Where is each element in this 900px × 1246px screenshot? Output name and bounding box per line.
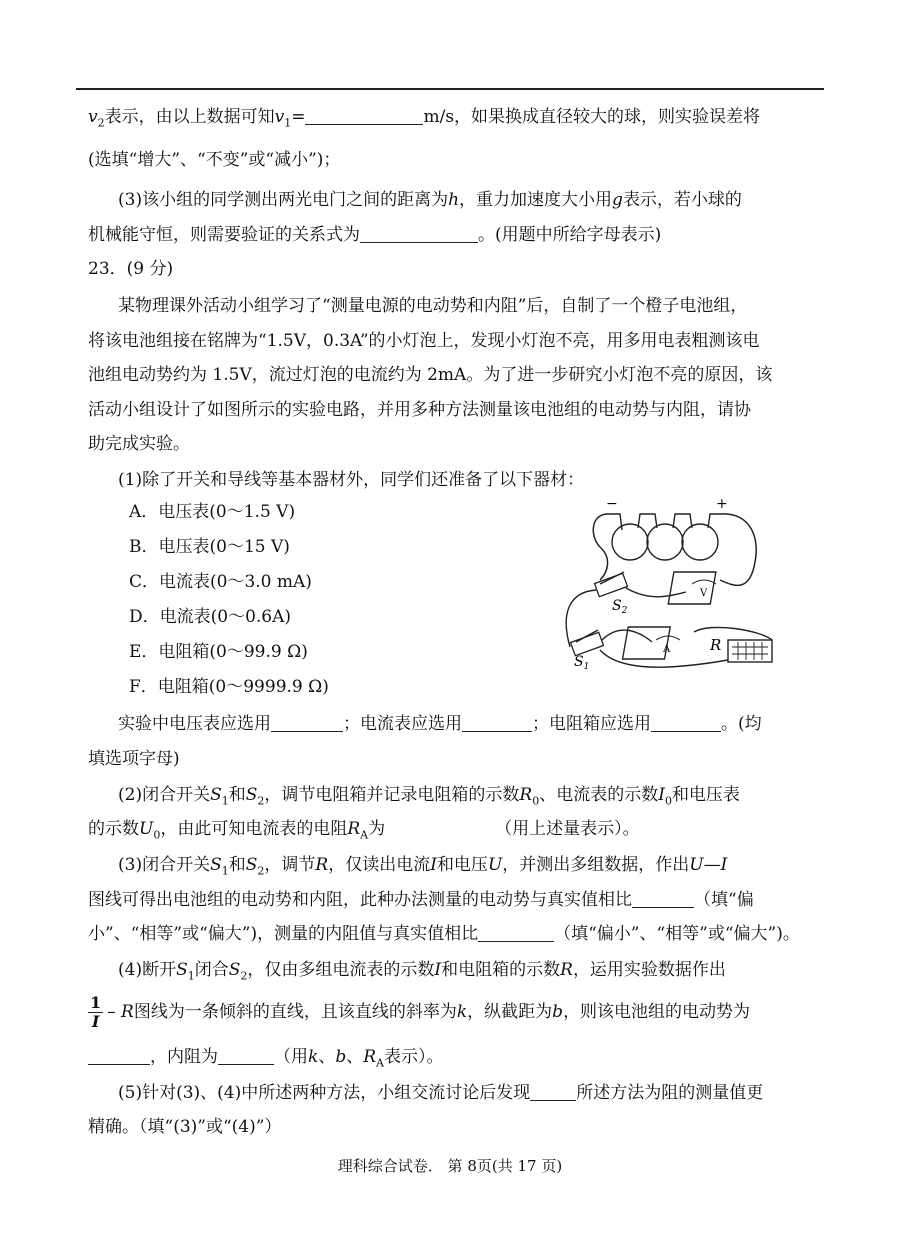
text: 。(均 [721,714,762,734]
answer-blank[interactable] [632,887,694,908]
sub-1: 1 [284,116,292,130]
text: ；电阻箱应选用 [532,714,651,734]
sub: 2 [257,794,265,808]
text: 表示）。 [383,1047,444,1067]
var-s: S [210,855,222,875]
text: (1)除了开关和导线等基本器材外，同学们还准备了以下器材： [118,470,585,490]
var-b: b [335,1047,347,1067]
text: 为 [368,819,386,839]
question-heading [88,252,828,286]
voltmeter-symbol: V [700,588,708,599]
answer-blank[interactable] [651,711,721,732]
text: 小”、“相等”或“偏大”)，测量的内阻值与真实值相比 [88,924,479,944]
text: 活动小组设计了如图所示的实验电路，并用多种方法测量该电池组的电动势与内阻，请协 [88,400,751,420]
option-e: E．电阻箱(0～99.9 Ω) [129,642,308,662]
text: 的示数 [88,819,139,839]
text: 所述方法为阻的测量值更 [576,1083,764,1103]
cell-electrodes [608,514,720,530]
var-r: R [519,785,533,805]
sep: 、 [318,1047,336,1067]
var-s: S [210,785,222,805]
text: m/s，如果换成直径较大的球，则实验误差将 [423,107,761,127]
var-v1: v [274,107,285,127]
answer-blank[interactable] [360,222,478,243]
text: 将该电池组接在铭牌为“1.5V，0.3A”的小灯泡上，发现小灯泡不亮，用多用电表粗测该电 [88,331,760,351]
answer-blank[interactable] [462,711,532,732]
text: ，调节 [264,855,316,875]
option-f: F．电阻箱(0～9999.9 Ω) [129,677,329,697]
text: 和电阻箱的示数 [441,960,561,980]
text: ，内阻为 [150,1047,218,1067]
text-line [88,143,828,177]
text: (3)该小组的同学测出两光电门之间的距离为 [118,190,449,210]
var-s: S [245,855,258,875]
heading-text: 23．(9 分) [88,259,174,279]
text-line [88,883,828,917]
var-u: U [487,855,503,875]
var-r: R [363,1047,377,1067]
answer-blank[interactable] [478,921,554,942]
wire [593,514,608,580]
text-line [88,917,828,951]
text: (5)针对(3)、(4)中所述两种方法，小组交流讨论后发现 [118,1083,531,1103]
text: 表示，若小球的 [622,190,742,210]
sub: 1 [187,969,195,983]
text-line [118,707,828,741]
text-line: $v_2$表示，由以上数据可知$v_1= m/s$，如果换成直径较大的球，则实验误差将 [88,100,828,134]
orange-cell [612,524,648,560]
option-b: B．电压表(0～15 V) [129,537,290,557]
orange-cell [647,524,683,560]
var-s: S [228,960,241,980]
text: ，调节电阻箱并记录电阻箱的示数 [264,785,520,805]
var-i: I [430,855,437,875]
answer-blank[interactable] [530,1080,576,1101]
minus-r: – R [107,1002,134,1022]
text: 图线为一条倾斜的直线，且该直线的斜率为 [133,1002,457,1022]
var-s: S [245,785,258,805]
ui-graph-symbol: U—I [689,855,728,875]
var-r: R [315,855,329,875]
text-line [88,358,828,392]
circuit-diagram [560,492,785,677]
text-line [88,218,828,252]
switch-s2 [595,573,628,596]
text: 。(用题中所给字母表示) [478,225,662,245]
var-b: b [552,1002,564,1022]
text-line [88,427,828,461]
text: 和 [228,785,246,805]
answer-blank[interactable] [218,1044,274,1065]
var-k: k [308,1047,319,1067]
wire [720,514,756,585]
text: 表示，由以上数据可知 [104,107,275,127]
var-k: k [456,1002,468,1022]
ammeter-symbol: A [663,644,671,655]
text: (2)闭合开关 [118,785,211,805]
text: ，仅由多组电流表的示数 [247,960,435,980]
text: 图线可得出电池组的电动势和内阻，此种办法测量的电动势与真实值相比 [88,890,632,910]
var-r: R [347,819,361,839]
page-footer: 理科综合试卷． 第 8页(共 17 页) [337,1157,563,1175]
sep: 、 [346,1047,364,1067]
text: 和 [228,855,246,875]
var-u: U [139,819,154,839]
switch-s1-lever [576,630,598,642]
sub: 1 [221,794,229,808]
top-rule [76,88,824,90]
text: （用上述量表示）。 [495,819,640,839]
plus-terminal-label: + [716,496,728,512]
r-label: R [710,636,722,654]
text: ，仅读出电流 [328,855,431,875]
text-line [88,1040,828,1074]
answer-blank[interactable] [88,1044,150,1065]
option-a: A．电压表(0～1.5 V) [129,502,296,522]
text: 填选项字母) [88,749,180,769]
var-r: R [560,960,573,980]
option-c: C．电流表(0～3.0 mA) [129,572,312,592]
text-line [118,289,828,323]
var-s: S [176,960,188,980]
voltmeter [668,572,716,604]
text: (4)断开 [118,960,177,980]
text: ；电流表应选用 [343,714,462,734]
sub: 1 [221,864,229,878]
sub: 0 [153,828,161,842]
text: 某物理课外活动小组学习了“测量电源的电动势和内阻”后，自制了一个橙子电池组， [118,296,748,316]
sub: 2 [257,864,265,878]
text-line [88,990,828,1034]
text: 助完成实验。 [88,434,190,454]
var-g: g [612,190,623,210]
s1-label: $S_1$ [574,654,590,672]
var-h: h [448,190,460,210]
text: 池组电动势约为 1.5V，流过灯泡的电流约为 2mA。为了进一步研究小灯泡不亮的原因，该 [88,365,773,385]
text-line [88,812,828,846]
var-i: I [658,785,665,805]
text-line [88,742,828,776]
option-d: D．电流表(0～0.6A) [129,607,292,627]
text: 、电流表的示数 [539,785,659,805]
text: 和电压 [436,855,488,875]
orange-cell [682,524,718,560]
switch-s2-lever [600,572,624,584]
text: 实验中电压表应选用 [118,714,271,734]
sub: 2 [240,969,248,983]
text: ，纵截距为 [467,1002,553,1022]
text-line [118,848,828,882]
text: (3)闭合开关 [118,855,211,875]
fraction-1-over-i [88,994,103,1031]
sub: A [376,1056,384,1070]
text: 和电压表 [671,785,740,805]
text: （用 [274,1047,308,1067]
var-v2: v [88,107,98,127]
text-line [88,1110,828,1144]
text: ，由此可知电流表的电阻 [160,819,348,839]
text: ，并测出多组数据，作出 [502,855,690,875]
answer-blank[interactable] [305,104,423,125]
text: (选填“增大”、“不变”或“减小”)； [88,150,341,170]
text-line [118,778,828,812]
text-line [88,324,828,358]
answer-blank[interactable] [271,711,343,732]
text: （填“偏小”、“相等”或“偏大”)。 [554,924,800,944]
text-line [118,953,828,987]
sub: 0 [532,794,540,808]
text-line [88,393,828,427]
wire [694,627,772,640]
minus-terminal-label: − [606,496,618,512]
text: ，重力加速度大小用 [459,190,613,210]
s2-label: $S_2$ [612,598,628,616]
text: ，则该电池组的电动势为 [563,1002,751,1022]
text-line [118,1076,828,1110]
text: 机械能守恒，则需要验证的关系式为 [88,225,360,245]
sub-2: 2 [97,116,105,130]
text: 精确。（填“(3)”或“(4)”） [88,1117,282,1137]
sub: A [360,828,369,842]
text: 闭合 [194,960,229,980]
fraction-numerator: 1 [90,993,102,1012]
var-i: I [434,960,442,980]
text: ，运用实验数据作出 [572,960,726,980]
text-line [118,183,828,217]
sub: 0 [664,794,672,808]
fraction-denominator: I [91,1012,100,1031]
resistance-box [728,640,772,662]
text: （填“偏 [694,890,754,910]
